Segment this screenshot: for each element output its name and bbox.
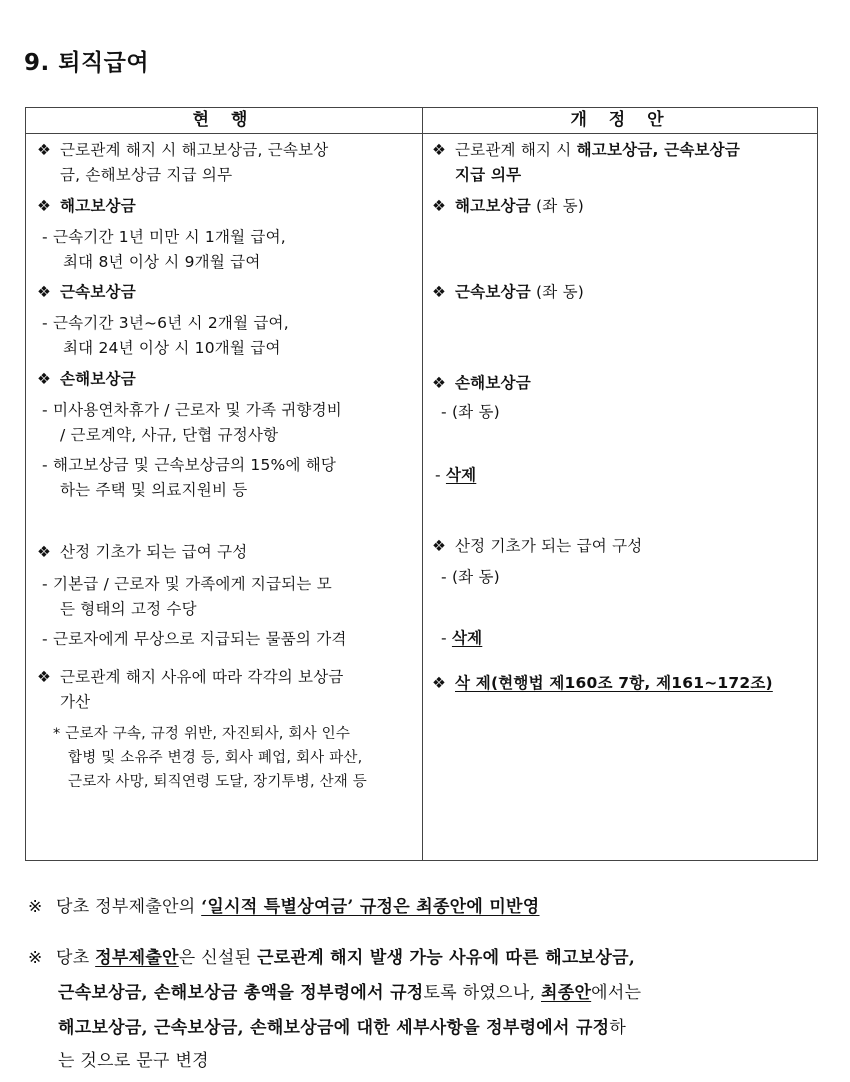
header-proposed: 개 정 안	[570, 110, 672, 130]
diamond-bullet-icon: ❖	[431, 537, 447, 555]
left-footnote-line3: 근로자 사망, 퇴직연령 도달, 장기투병, 산재 등	[68, 774, 368, 790]
right-row-obligation: ❖ 근로관계 해지 시 해고보상금, 근속보상금	[431, 138, 740, 163]
note-2-line1: ※ 당초 정부제출안은 신설된 근로관계 해지 발생 가능 사유에 따른 해고보상금,	[28, 941, 635, 976]
diamond-bullet-icon: ❖	[36, 141, 52, 159]
right-damages-deleted: - 삭제	[435, 466, 477, 484]
left-row-obligation: ❖ 근로관계 해지 시 해고보상금, 근속보상	[36, 138, 328, 163]
left-heading-longservice: ❖ 근속보상금	[36, 280, 136, 305]
diamond-bullet-icon: ❖	[431, 197, 447, 215]
left-heading-severance: ❖ 해고보상금	[36, 194, 136, 219]
left-damages-line2: / 근로계약, 사규, 단협 규정사항	[60, 426, 279, 444]
left-basis-line2: 든 형태의 고정 수당	[60, 600, 197, 618]
right-basis-deleted: - 삭제	[441, 629, 483, 647]
right-row-obligation-cont: 지급 의무	[455, 166, 522, 184]
left-longservice-line1: - 근속기간 3년~6년 시 2개월 급여,	[42, 314, 289, 332]
note-2-line2: 근속보상금, 손해보상금 총액을 정부령에서 규정토록 하였으나, 최종안에서는	[58, 983, 642, 1003]
diamond-bullet-icon: ❖	[36, 668, 52, 686]
reference-mark-icon: ※	[28, 897, 43, 917]
note-1: ※ 당초 정부제출안의 ‘일시적 특별상여금’ 규정은 최종안에 미반영	[28, 890, 540, 925]
header-current: 현 행	[192, 110, 256, 130]
left-damages-line4: 하는 주택 및 의료지원비 등	[60, 481, 248, 499]
left-footnote-line2: 합병 및 소유주 변경 등, 회사 폐업, 회사 파산,	[68, 750, 363, 766]
right-reason-deleted: ❖ 삭 제(현행법 제160조 7항, 제161~172조)	[431, 671, 773, 696]
right-heading-longservice: ❖ 근속보상금 (좌 동)	[431, 280, 584, 305]
left-heading-damages: ❖ 손해보상금	[36, 367, 136, 392]
comparison-table	[25, 107, 818, 861]
diamond-bullet-icon: ❖	[431, 374, 447, 392]
diamond-bullet-icon: ❖	[36, 197, 52, 215]
column-divider	[422, 108, 423, 860]
left-reason-line2: 가산	[60, 693, 91, 711]
diamond-bullet-icon: ❖	[431, 141, 447, 159]
diamond-bullet-icon: ❖	[36, 283, 52, 301]
left-longservice-line2: 최대 24년 이상 시 10개월 급여	[63, 339, 281, 357]
right-heading-severance: ❖ 해고보상금 (좌 동)	[431, 194, 584, 219]
left-row-obligation-cont: 금, 손해보상금 지급 의무	[60, 166, 233, 184]
left-footnote-line1: * 근로자 구속, 규정 위반, 자진퇴사, 회사 인수	[53, 726, 351, 742]
right-heading-damages: ❖ 손해보상금	[431, 371, 531, 396]
section-title: 9. 퇴직급여	[24, 50, 150, 76]
left-basis-heading: ❖ 산정 기초가 되는 급여 구성	[36, 540, 247, 565]
note-2-line4: 는 것으로 문구 변경	[58, 1051, 209, 1071]
left-reason-heading: ❖ 근로관계 해지 사유에 따라 각각의 보상금	[36, 665, 344, 690]
diamond-bullet-icon: ❖	[431, 674, 447, 692]
right-damages-same: - (좌 동)	[441, 403, 500, 421]
reference-mark-icon: ※	[28, 948, 43, 968]
diamond-bullet-icon: ❖	[431, 283, 447, 301]
left-severance-line2: 최대 8년 이상 시 9개월 급여	[63, 253, 261, 271]
right-basis-heading: ❖ 산정 기초가 되는 급여 구성	[431, 534, 642, 559]
left-basis-line1: - 기본급 / 근로자 및 가족에게 지급되는 모	[42, 575, 332, 593]
right-basis-same: - (좌 동)	[441, 568, 500, 586]
left-basis-line3: - 근로자에게 무상으로 지급되는 물품의 가격	[42, 630, 347, 648]
diamond-bullet-icon: ❖	[36, 543, 52, 561]
left-severance-line1: - 근속기간 1년 미만 시 1개월 급여,	[42, 228, 286, 246]
note-2-line3: 해고보상금, 근속보상금, 손해보상금에 대한 세부사항을 정부령에서 규정하	[58, 1018, 627, 1038]
left-damages-line1: - 미사용연차휴가 / 근로자 및 가족 귀향경비	[42, 401, 342, 419]
diamond-bullet-icon: ❖	[36, 370, 52, 388]
left-damages-line3: - 해고보상금 및 근속보상금의 15%에 해당	[42, 456, 337, 474]
